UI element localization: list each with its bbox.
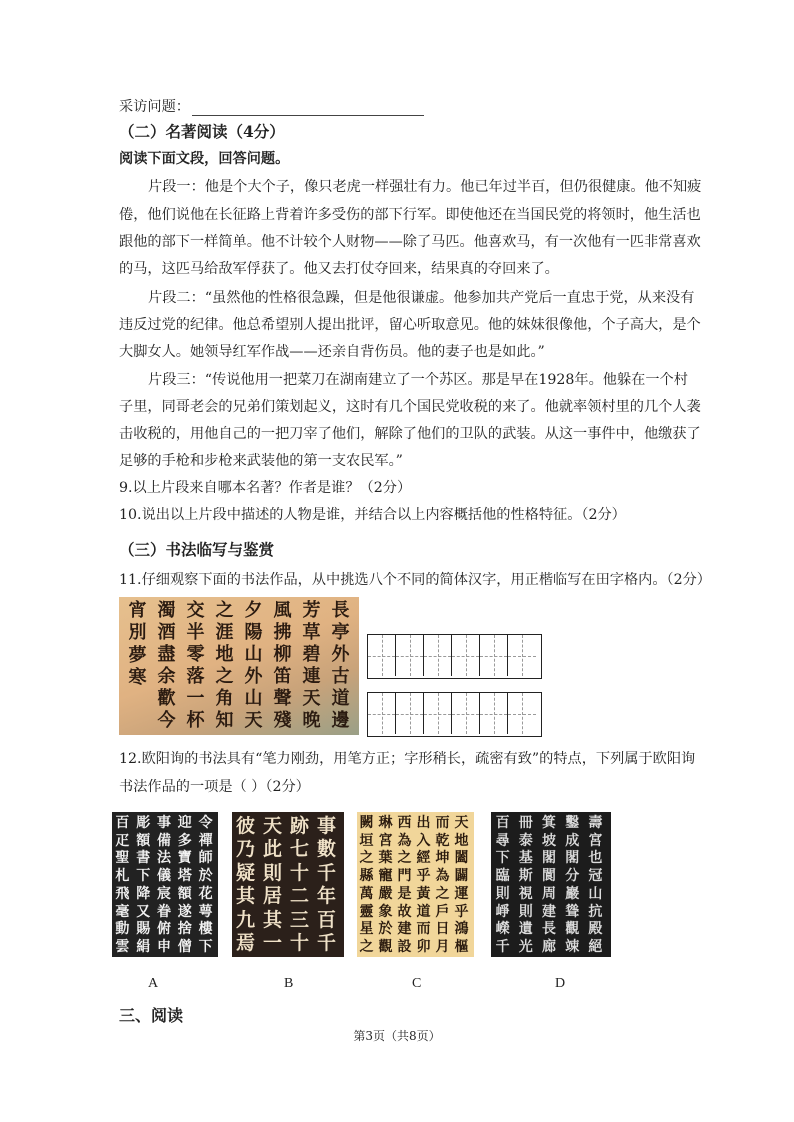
calligraphy-char: 下 <box>198 938 213 955</box>
calligraphy-column <box>452 816 471 954</box>
calligraphy-char: 事 <box>316 815 336 837</box>
calligraphy-char: 垣 <box>359 832 374 849</box>
calligraphy-char: 成 <box>565 832 580 849</box>
calligraphy-char: 乾 <box>435 832 450 849</box>
calligraphy-char: 鴻 <box>454 921 469 938</box>
tianzige-row-1[interactable] <box>367 634 542 679</box>
calligraphy-char: 飛 <box>115 885 130 902</box>
tianzige-cell[interactable] <box>424 693 452 734</box>
calligraphy-char: 焉 <box>235 931 255 954</box>
calligraphy-char: 迎 <box>177 815 192 831</box>
calligraphy-char: 碧 <box>302 644 321 665</box>
calligraphy-char: 三 <box>289 908 309 931</box>
calligraphy-char: 琳 <box>378 815 393 831</box>
tianzige-cell[interactable] <box>424 635 452 676</box>
calligraphy-char: 聳 <box>565 903 580 920</box>
calligraphy-char: 花 <box>198 885 213 902</box>
calligraphy-char: 其 <box>262 908 282 931</box>
calligraphy-char: 千 <box>495 938 510 955</box>
tianzige-cell[interactable] <box>368 635 396 676</box>
calligraphy-column <box>232 817 259 953</box>
calligraphy-char: 二 <box>289 885 309 908</box>
calligraphy-char: 萼 <box>198 903 213 920</box>
calligraphy-char: 備 <box>156 832 171 849</box>
option-c-label[interactable]: C <box>412 976 422 991</box>
calligraphy-column <box>174 816 195 954</box>
calligraphy-column <box>239 602 268 730</box>
calligraphy-char: 此 <box>262 838 282 861</box>
calligraphy-char: 彫 <box>136 815 151 831</box>
calligraphy-char: 周 <box>541 885 556 902</box>
calligraphy-char: 黃 <box>416 885 431 902</box>
question-12-line1: 12.欧阳询的书法具有“笔力刚劲，用笔方正；字形稍长，疏密有致”的特点，下列属于欧阳询 <box>119 751 696 767</box>
calligraphy-char: 別 <box>128 622 147 644</box>
fragment3-line2: 子里，同哥老会的兄弟们策划起义，这时有几个国民党收税的来了。他就率领村里的几个人袭 <box>119 399 701 415</box>
calligraphy-char: 額 <box>177 885 192 902</box>
calligraphy-char: 闢 <box>454 868 469 885</box>
calligraphy-char: 乃 <box>235 838 255 861</box>
calligraphy-char: 禪 <box>198 832 213 849</box>
calligraphy-char: 絕 <box>588 938 603 955</box>
calligraphy-char: 僧 <box>177 938 192 955</box>
question-9: 9.以上片段来自哪本名著？作者是谁？（2分） <box>119 480 412 496</box>
calligraphy-column <box>154 816 175 954</box>
calligraphy-char: 壽 <box>588 815 603 831</box>
calligraphy-char: 故 <box>397 903 412 920</box>
calligraphy-char: 出 <box>416 815 431 831</box>
calligraphy-char: 年 <box>316 885 336 908</box>
calligraphy-char: 門 <box>397 868 412 885</box>
calligraphy-char: 百 <box>316 908 336 931</box>
calligraphy-char: 卯 <box>416 938 431 955</box>
fragment2-line2: 违反过党的纪律。他总希望别人提出批评，留心听取意见。他的妹妹很像他，个子高大，是个 <box>119 317 701 333</box>
interview-question-line <box>119 98 424 116</box>
option-d-label[interactable]: D <box>555 976 566 991</box>
calligraphy-char: 寒 <box>128 667 147 689</box>
calligraphy-char: 申 <box>156 938 171 955</box>
calligraphy-char: 嶸 <box>495 921 510 938</box>
calligraphy-char: 降 <box>136 885 151 902</box>
calligraphy-char: 坡 <box>541 832 556 849</box>
calligraphy-char: 竦 <box>565 938 580 955</box>
calligraphy-char: 長 <box>331 600 350 621</box>
page-footer: 第3页（共8页） <box>353 1029 441 1043</box>
calligraphy-char: 之 <box>215 666 234 687</box>
calligraphy-char: 縣 <box>359 868 374 885</box>
calligraphy-column <box>152 602 181 730</box>
calligraphy-char: 視 <box>518 885 533 902</box>
calligraphy-char: 濁 <box>157 600 176 621</box>
calligraphy-char: 西 <box>397 815 412 831</box>
calligraphy-char: 則 <box>518 903 533 920</box>
calligraphy-char: 疑 <box>235 861 255 884</box>
sample-image-a <box>112 812 218 957</box>
calligraphy-column <box>514 816 537 954</box>
calligraphy-char: 月 <box>435 938 450 955</box>
calligraphy-char: 額 <box>136 832 151 849</box>
calligraphy-column <box>210 602 239 730</box>
calligraphy-char: 九 <box>235 908 255 931</box>
calligraphy-column <box>112 816 133 954</box>
calligraphy-char: 宮 <box>588 832 603 849</box>
calligraphy-char: 一 <box>262 931 282 954</box>
calligraphy-char: 廊 <box>541 938 556 955</box>
calligraphy-char: 外 <box>331 644 350 665</box>
calligraphy-char: 山 <box>588 885 603 902</box>
calligraphy-column <box>491 816 514 954</box>
calligraphy-char: 又 <box>136 903 151 920</box>
fragment1-line1: 片段一：他是个大个子，像只老虎一样强壮有力。他已年过半百，但仍很健康。他不知疲 <box>148 179 702 195</box>
calligraphy-char: 笛 <box>273 666 292 687</box>
calligraphy-char: 入 <box>416 832 431 849</box>
calligraphy-char: 山 <box>244 644 263 665</box>
option-a-label[interactable]: A <box>148 976 159 991</box>
tianzige-cell[interactable] <box>452 693 480 734</box>
calligraphy-char: 箕 <box>541 815 556 831</box>
calligraphy-char: 觀 <box>565 921 580 938</box>
calligraphy-char: 寶 <box>177 850 192 867</box>
calligraphy-column <box>357 816 376 954</box>
calligraphy-column <box>181 602 210 730</box>
calligraphy-char: 疋 <box>115 832 130 849</box>
calligraphy-char: 天 <box>262 815 282 837</box>
calligraphy-char: 動 <box>115 921 130 938</box>
calligraphy-char: 於 <box>198 868 213 885</box>
calligraphy-char: 令 <box>198 815 213 831</box>
calligraphy-char: 於 <box>378 921 393 938</box>
calligraphy-char: 之 <box>435 885 450 902</box>
calligraphy-char: 歡 <box>157 688 176 709</box>
calligraphy-char: 涯 <box>215 622 234 643</box>
calligraphy-char: 則 <box>262 861 282 884</box>
calligraphy-char: 外 <box>244 666 263 687</box>
calligraphy-char: 千 <box>316 861 336 884</box>
calligraphy-char: 觀 <box>378 938 393 955</box>
interview-blank[interactable] <box>192 102 424 116</box>
calligraphy-column <box>561 816 584 954</box>
calligraphy-char: 師 <box>198 850 213 867</box>
calligraphy-char: 札 <box>115 868 130 885</box>
calligraphy-char: 葉 <box>378 850 393 867</box>
calligraphy-char: 絹 <box>136 938 151 955</box>
calligraphy-column <box>376 816 395 954</box>
calligraphy-char: 百 <box>115 815 130 831</box>
calligraphy-column <box>259 817 286 953</box>
calligraphy-char: 盡 <box>157 644 176 665</box>
calligraphy-column <box>123 602 152 687</box>
calligraphy-char: 閣 <box>541 850 556 867</box>
calligraphy-char: 芳 <box>302 600 321 621</box>
fragment1-line4: 的马，这匹马给敌军俘获了。他又去打仗夺回来，结果真的夺回来了。 <box>119 261 559 277</box>
calligraphy-char: 半 <box>186 622 205 643</box>
calligraphy-char: 遺 <box>518 921 533 938</box>
calligraphy-column <box>326 602 355 730</box>
calligraphy-char: 之 <box>215 600 234 621</box>
calligraphy-char: 彼 <box>235 815 255 837</box>
calligraphy-char: 運 <box>454 885 469 902</box>
calligraphy-char: 多 <box>177 832 192 849</box>
calligraphy-column <box>297 602 326 730</box>
calligraphy-char: 書 <box>136 850 151 867</box>
calligraphy-char: 聖 <box>115 850 130 867</box>
tianzige-cell[interactable] <box>480 635 508 676</box>
calligraphy-char: 天 <box>244 710 263 731</box>
calligraphy-char: 而 <box>416 921 431 938</box>
fragment1-line3: 跟他的部下一样简单。他不计较个人财物——除了马匹。他喜欢马，有一次他有一匹非常喜欢 <box>119 234 701 250</box>
calligraphy-char: 今 <box>157 710 176 731</box>
calligraphy-column <box>133 816 154 954</box>
calligraphy-char: 宵 <box>128 600 147 621</box>
fragment2-line3: 大脚女人。她领导红军作战——还亲自背伤员。他的妻子也是如此。” <box>119 344 545 360</box>
calligraphy-text <box>123 597 355 735</box>
section-calligraphy: （三）书法临写与鉴赏 <box>119 540 275 559</box>
calligraphy-char: 十 <box>289 861 309 884</box>
calligraphy-char: 七 <box>289 838 309 861</box>
calligraphy-char: 天 <box>454 815 469 831</box>
calligraphy-char: 余 <box>157 666 176 687</box>
calligraphy-char: 長 <box>541 921 556 938</box>
fragment2-line1: 片段二：“虽然他的性格很急躁，但是他很谦虚。他参加共产党后一直忠于党，从来没有 <box>148 290 695 306</box>
calligraphy-char: 一 <box>186 688 205 709</box>
question-12-line2: 书法作品的一项是（ ）（2分） <box>119 779 310 795</box>
calligraphy-char: 下 <box>495 850 510 867</box>
calligraphy-char: 十 <box>289 931 309 954</box>
calligraphy-char: 零 <box>186 644 205 665</box>
calligraphy-char: 殿 <box>588 921 603 938</box>
calligraphy-artwork <box>119 597 359 735</box>
calligraphy-char: 知 <box>215 710 234 731</box>
calligraphy-char: 杯 <box>186 710 205 731</box>
section-famous-books: （二）名著阅读（4分） <box>119 122 285 141</box>
calligraphy-char: 聲 <box>273 688 292 709</box>
calligraphy-char: 捨 <box>177 921 192 938</box>
calligraphy-column <box>537 816 560 954</box>
calligraphy-char: 風 <box>273 600 292 621</box>
sample-image-b <box>232 812 344 957</box>
tianzige-cell[interactable] <box>396 635 424 676</box>
calligraphy-char: 居 <box>262 885 282 908</box>
calligraphy-char: 闕 <box>359 815 374 831</box>
calligraphy-char: 地 <box>454 832 469 849</box>
calligraphy-char: 千 <box>316 931 336 954</box>
calligraphy-char: 古 <box>331 666 350 687</box>
calligraphy-char: 閣 <box>565 850 580 867</box>
tianzige-cell[interactable] <box>452 635 480 676</box>
calligraphy-char: 樓 <box>198 921 213 938</box>
calligraphy-char: 崢 <box>495 903 510 920</box>
calligraphy-char: 宮 <box>378 832 393 849</box>
calligraphy-char: 鑿 <box>565 815 580 831</box>
calligraphy-char: 嚴 <box>378 885 393 902</box>
calligraphy-char: 落 <box>186 666 205 687</box>
calligraphy-char: 坤 <box>435 850 450 867</box>
calligraphy-char: 夢 <box>128 644 147 666</box>
calligraphy-char: 毫 <box>115 903 130 920</box>
tianzige-row-2[interactable] <box>367 692 542 737</box>
calligraphy-char: 是 <box>397 885 412 902</box>
calligraphy-char: 夕 <box>244 600 263 621</box>
calligraphy-column <box>313 817 340 953</box>
fragment3-line4: 足够的手枪和步枪来武装他的第一支农民军。” <box>119 453 403 469</box>
calligraphy-column <box>433 816 452 954</box>
calligraphy-char: 也 <box>588 850 603 867</box>
calligraphy-char: 交 <box>186 600 205 621</box>
reading-instruction: 阅读下面文段，回答问题。 <box>119 151 290 167</box>
calligraphy-char: 為 <box>435 868 450 885</box>
calligraphy-column <box>414 816 433 954</box>
calligraphy-char: 遂 <box>177 903 192 920</box>
calligraphy-char: 寵 <box>378 868 393 885</box>
question-11: 11.仔细观察下面的书法作品，从中挑选八个不同的简体汉字，用正楷临写在田字格内。（2分） <box>119 572 711 588</box>
question-10: 10.说出以上片段中描述的人物是谁，并结合以上内容概括他的性格特征。（2分） <box>119 507 626 523</box>
calligraphy-char: 酒 <box>157 622 176 643</box>
calligraphy-char: 角 <box>215 688 234 709</box>
calligraphy-char: 乎 <box>454 903 469 920</box>
calligraphy-char: 其 <box>235 885 255 908</box>
calligraphy-column <box>268 602 297 730</box>
calligraphy-char: 冊 <box>518 815 533 831</box>
calligraphy-char: 法 <box>156 850 171 867</box>
sample-image-d <box>491 812 611 957</box>
tianzige-cell[interactable] <box>508 693 536 734</box>
calligraphy-char: 臨 <box>495 868 510 885</box>
calligraphy-char: 分 <box>565 868 580 885</box>
calligraphy-char: 數 <box>316 838 336 861</box>
option-b-label[interactable]: B <box>284 976 294 991</box>
fragment3-line3: 击收税的，用他自己的一把刀宰了他们，解除了他们的卫队的武装。从这一事件中，他缴获了 <box>119 426 701 442</box>
calligraphy-char: 日 <box>435 921 450 938</box>
calligraphy-char: 闔 <box>454 850 469 867</box>
calligraphy-char: 俯 <box>156 921 171 938</box>
calligraphy-char: 拂 <box>273 622 292 643</box>
calligraphy-char: 星 <box>359 921 374 938</box>
calligraphy-char: 象 <box>378 903 393 920</box>
interview-label: 采访问题： <box>119 99 190 115</box>
calligraphy-char: 天 <box>302 688 321 709</box>
calligraphy-char: 光 <box>518 938 533 955</box>
sample-image-c <box>357 812 474 957</box>
calligraphy-char: 地 <box>215 644 234 665</box>
calligraphy-char: 道 <box>416 903 431 920</box>
calligraphy-char: 賜 <box>136 921 151 938</box>
tianzige-cell[interactable] <box>480 693 508 734</box>
calligraphy-char: 邊 <box>331 710 350 731</box>
calligraphy-char: 事 <box>156 815 171 831</box>
calligraphy-char: 樞 <box>454 938 469 955</box>
calligraphy-char: 晚 <box>302 710 321 731</box>
calligraphy-char: 柳 <box>273 644 292 665</box>
calligraphy-char: 斯 <box>518 868 533 885</box>
calligraphy-column <box>286 817 313 953</box>
calligraphy-char: 尋 <box>495 832 510 849</box>
calligraphy-char: 萬 <box>359 885 374 902</box>
calligraphy-column <box>195 816 216 954</box>
calligraphy-char: 之 <box>397 850 412 867</box>
calligraphy-char: 亭 <box>331 622 350 643</box>
tianzige-cell[interactable] <box>368 693 396 734</box>
calligraphy-char: 建 <box>397 921 412 938</box>
calligraphy-char: 殘 <box>273 710 292 731</box>
calligraphy-char: 塔 <box>177 868 192 885</box>
calligraphy-char: 陽 <box>244 622 263 643</box>
calligraphy-char: 靈 <box>359 903 374 920</box>
calligraphy-char: 下 <box>136 868 151 885</box>
calligraphy-char: 眷 <box>156 903 171 920</box>
calligraphy-char: 百 <box>495 815 510 831</box>
calligraphy-char: 宸 <box>156 885 171 902</box>
calligraphy-char: 閬 <box>541 868 556 885</box>
calligraphy-char: 雲 <box>115 938 130 955</box>
calligraphy-char: 抗 <box>588 903 603 920</box>
calligraphy-char: 道 <box>331 688 350 709</box>
calligraphy-char: 之 <box>359 938 374 955</box>
calligraphy-char: 儀 <box>156 868 171 885</box>
calligraphy-char: 連 <box>302 666 321 687</box>
tianzige-cell[interactable] <box>396 693 424 734</box>
calligraphy-char: 而 <box>435 815 450 831</box>
calligraphy-char: 草 <box>302 622 321 643</box>
section-reading: 三、阅读 <box>119 1006 184 1025</box>
calligraphy-column <box>584 816 607 954</box>
calligraphy-char: 巖 <box>565 885 580 902</box>
calligraphy-char: 則 <box>495 885 510 902</box>
calligraphy-char: 山 <box>244 688 263 709</box>
calligraphy-char: 基 <box>518 850 533 867</box>
tianzige-cell[interactable] <box>508 635 536 676</box>
calligraphy-char: 跡 <box>289 815 309 837</box>
calligraphy-column <box>395 816 414 954</box>
calligraphy-char: 之 <box>359 850 374 867</box>
calligraphy-char: 建 <box>541 903 556 920</box>
calligraphy-char: 為 <box>397 832 412 849</box>
calligraphy-char: 乎 <box>416 868 431 885</box>
calligraphy-char: 經 <box>416 850 431 867</box>
calligraphy-char: 冠 <box>588 868 603 885</box>
fragment3-line1: 片段三：“传说他用一把菜刀在湖南建立了一个苏区。那是早在1928年。他躲在一个村 <box>148 372 688 388</box>
calligraphy-char: 設 <box>397 938 412 955</box>
calligraphy-char: 戶 <box>435 903 450 920</box>
fragment1-line2: 倦，他们说他在长征路上背着许多受伤的部下行军。即使他还在当国民党的将领时，他生活也 <box>119 207 701 223</box>
calligraphy-char: 泰 <box>518 832 533 849</box>
